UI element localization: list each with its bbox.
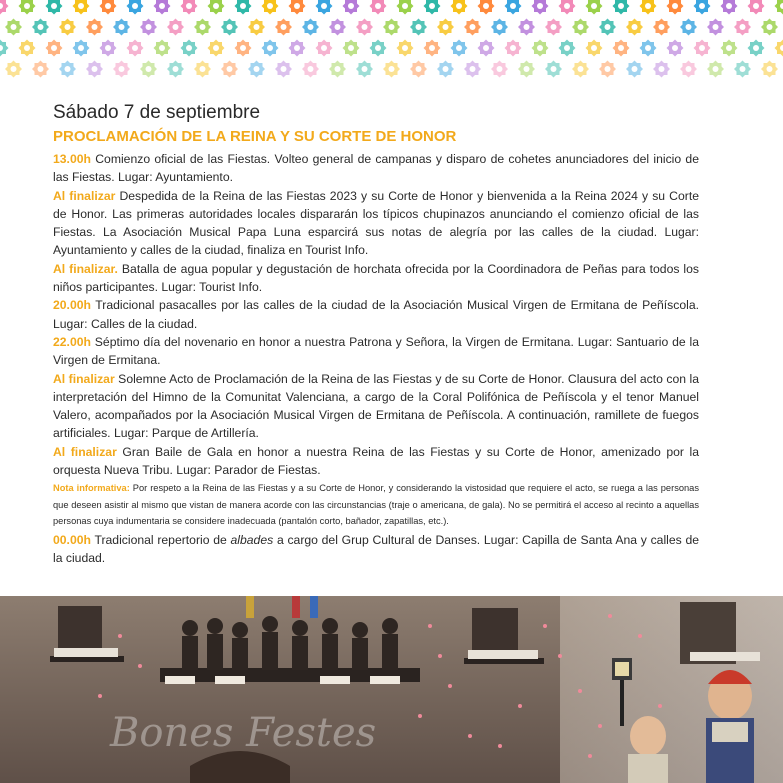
program-entry (53, 150, 699, 187)
mosaic-svg (0, 0, 783, 82)
mosaic-star (343, 40, 360, 57)
mosaic-star (302, 61, 319, 78)
entry-time: 13.00h (53, 152, 91, 166)
mosaic-star (127, 40, 144, 57)
mosaic-star (478, 40, 495, 57)
mosaic-star (775, 0, 783, 14)
note-text: Por respeto a la Reina de las Fiestas y a su Corte de Honor, y considerando la vistosidad que requiere el acto, se ruega a las personas que deseen asistir al mismo que vistan de manera acorde con las circunstancias (traje o americana, de gala). No se permitirá el acceso al recinto a aquellas personas cuya indumentaria se considere inadecuada (pantalón corto, bañador, zapatillas, etc.). (53, 483, 699, 527)
mosaic-star (221, 19, 238, 36)
mosaic-star (599, 61, 616, 78)
entry-text: Despedida de la Reina de las Fiestas 2023 y su Corte de Honor y bienvenida a la Reina 2024 y su Corte de Honor. Las primeras autoridades locales dispararán los típicos chupinazos anunciando el comienzo oficial de las Fiestas. La Asociación Musical Papa Luna esparcirá sus notas de alegría por las calles de la ciudad. Lugar: Ayuntamiento y calles de la ciudad, finaliza en Tourist Info. (53, 188, 699, 258)
mosaic-star (167, 61, 184, 78)
mosaic-star (478, 0, 495, 14)
mosaic-star (73, 0, 90, 14)
program-entry (53, 333, 699, 370)
mosaic-star (532, 0, 549, 14)
mosaic-star (397, 0, 414, 14)
program-entry (53, 187, 699, 260)
program-content (53, 96, 699, 567)
mosaic-star (19, 40, 36, 57)
mosaic-star (59, 61, 76, 78)
mosaic-star (221, 61, 238, 78)
mosaic-star (451, 40, 468, 57)
mosaic-star (235, 40, 252, 57)
mosaic-star (32, 61, 49, 78)
mosaic-star (32, 19, 49, 36)
mosaic-star (734, 19, 751, 36)
mosaic-star (370, 0, 387, 14)
mosaic-star (329, 19, 346, 36)
mosaic-star (0, 40, 8, 57)
mosaic-star (505, 0, 522, 14)
mosaic-star (316, 40, 333, 57)
mosaic-star (383, 19, 400, 36)
mosaic-star (113, 19, 130, 36)
mosaic-star (59, 19, 76, 36)
mosaic-star (19, 0, 36, 14)
mosaic-star (532, 40, 549, 57)
mosaic-star (194, 19, 211, 36)
mosaic-star (235, 0, 252, 14)
mosaic-star (370, 40, 387, 57)
mosaic-star (518, 61, 535, 78)
mosaic-star (167, 19, 184, 36)
entry-time: 22.00h (53, 334, 91, 349)
mosaic-star (410, 19, 427, 36)
mosaic-star (464, 61, 481, 78)
mosaic-star (289, 0, 306, 14)
mosaic-star (761, 61, 778, 78)
mosaic-star (451, 0, 468, 14)
mosaic-star (46, 40, 63, 57)
mosaic-star (680, 61, 697, 78)
mosaic-star (626, 19, 643, 36)
mosaic-star (208, 0, 225, 14)
mosaic-star (437, 19, 454, 36)
mosaic-star (559, 0, 576, 14)
entry-text: a cargo del Grup Cultural de Danses. Lugar: Capilla de Santa Ana y calles de la ciudad. (53, 532, 700, 566)
mosaic-star (140, 19, 157, 36)
mosaic-star (181, 0, 198, 14)
day-title: Sábado 7 de septiembre (53, 102, 261, 123)
entry-text: Tradicional pasacalles por las calles de la ciudad de la Asociación Musical Virgen de Ermitana de Peñíscola. Lugar: Calles de la ciudad. (53, 298, 699, 331)
mosaic-star (586, 40, 603, 57)
mosaic-star (397, 40, 414, 57)
mosaic-star (748, 0, 765, 14)
mosaic-star (613, 0, 630, 14)
mosaic-star (694, 0, 711, 14)
mosaic-star (707, 61, 724, 78)
mosaic-star (545, 61, 562, 78)
mosaic-star (505, 40, 522, 57)
entry-time: 20.00h (53, 298, 91, 313)
mosaic-star (518, 19, 535, 36)
mosaic-star (424, 0, 441, 14)
mosaic-star (140, 61, 157, 78)
program-entry (53, 370, 699, 443)
mosaic-star (127, 0, 144, 14)
mosaic-star (275, 61, 292, 78)
mosaic-star (491, 19, 508, 36)
mosaic-star (100, 0, 117, 14)
program-entry (53, 296, 699, 333)
mosaic-star (721, 40, 738, 57)
mosaic-star (100, 40, 117, 57)
mosaic-star (46, 0, 63, 14)
entry-time: Al finalizar (53, 444, 117, 459)
mosaic-star (86, 19, 103, 36)
mosaic-star (464, 19, 481, 36)
festival-photo-illustration (0, 596, 783, 783)
mosaic-star (599, 19, 616, 36)
mosaic-star (748, 40, 765, 57)
mosaic-star (694, 40, 711, 57)
mosaic-star (5, 61, 22, 78)
mosaic-star (491, 61, 508, 78)
mosaic-star (73, 40, 90, 57)
mosaic-star (761, 19, 778, 36)
entry-time: 00.00h (53, 532, 91, 547)
mosaic-star (707, 19, 724, 36)
mosaic-star (775, 40, 783, 57)
mosaic-star (653, 19, 670, 36)
mosaic-star (572, 61, 589, 78)
header-mosaic-pattern (0, 0, 783, 82)
mosaic-star (329, 61, 346, 78)
mosaic-star (410, 61, 427, 78)
entry-time: Al finalizar (53, 371, 115, 386)
entry-text-italic: albades (230, 532, 274, 547)
mosaic-star (262, 0, 279, 14)
mosaic-star (640, 40, 657, 57)
mosaic-star (356, 19, 373, 36)
mosaic-star (262, 40, 279, 57)
entry-text: Batalla de agua popular y degustación de horchata ofrecida por la Coordinadora de Peñas para todos los niños participantes. Lugar: Tourist Info. (53, 261, 700, 295)
mosaic-star (437, 61, 454, 78)
mosaic-star (275, 19, 292, 36)
program-entry (53, 443, 699, 480)
entry-text: Gran Baile de Gala en honor a nuestra Reina de las Fiestas y su Corte de Honor, amenizado por la orquesta Nueva Tribu. Lugar: Parador de Fiestas. (53, 444, 699, 478)
mosaic-star (181, 40, 198, 57)
mosaic-star (208, 40, 225, 57)
mosaic-star (154, 40, 171, 57)
mosaic-star (734, 61, 751, 78)
entry-text: Séptimo día del novenario en honor a nuestra Patrona y Señora, la Virgen de Ermitana. Lugar: Santuario de la Virgen de Ermitana. (53, 334, 699, 368)
mosaic-star (154, 0, 171, 14)
entry-text: Comienzo oficial de las Fiestas. Volteo general de campanas y disparo de cohetes anunciadores del inicio de las Fiestas. Lugar: Ayuntamiento. (53, 152, 699, 185)
mosaic-star (0, 0, 8, 14)
mosaic-star (248, 61, 265, 78)
mosaic-star (356, 61, 373, 78)
mosaic-star (383, 61, 400, 78)
mosaic-star (545, 19, 562, 36)
mosaic-star (680, 19, 697, 36)
festival-photo (0, 596, 783, 783)
mosaic-star (113, 61, 130, 78)
mosaic-star (86, 61, 103, 78)
program-entry (53, 531, 699, 568)
entry-time: Al finalizar (53, 188, 116, 203)
mosaic-star (289, 40, 306, 57)
mosaic-star (626, 61, 643, 78)
entry-text: Tradicional repertorio de (90, 532, 231, 547)
note-label: Nota informativa: (53, 483, 130, 494)
mosaic-star (343, 0, 360, 14)
mosaic-star (667, 40, 684, 57)
mosaic-star (667, 0, 684, 14)
mosaic-star (316, 0, 333, 14)
mosaic-star (194, 61, 211, 78)
watermark-text: Bones Festes (110, 710, 377, 756)
mosaic-star (424, 40, 441, 57)
mosaic-star (721, 0, 738, 14)
mosaic-star (5, 19, 22, 36)
mosaic-star (586, 0, 603, 14)
mosaic-star (559, 40, 576, 57)
mosaic-star (640, 0, 657, 14)
entry-text: Solemne Acto de Proclamación de la Reina de las Fiestas y de su Corte de Honor. Clausura del acto con la interpretación del Himno de la Comunitat Valenciana, a cargo de la Coral Polifónica de Peñíscola y el tenor Manuel Valero, acompañados por la Asociación Musical Virgen de Ermitana de Peñíscola. A continuación, ramillete de fuegos artificiales. Lugar: Parque de Artillería. (53, 371, 699, 441)
section-title: PROCLAMACIÓN DE LA REINA Y SU CORTE DE HONOR (53, 128, 457, 145)
mosaic-star (248, 19, 265, 36)
informative-note (53, 480, 699, 530)
entry-time: Al finalizar. (53, 261, 118, 276)
mosaic-star (572, 19, 589, 36)
mosaic-star (653, 61, 670, 78)
program-entry (53, 260, 699, 297)
mosaic-star (613, 40, 630, 57)
mosaic-star (302, 19, 319, 36)
